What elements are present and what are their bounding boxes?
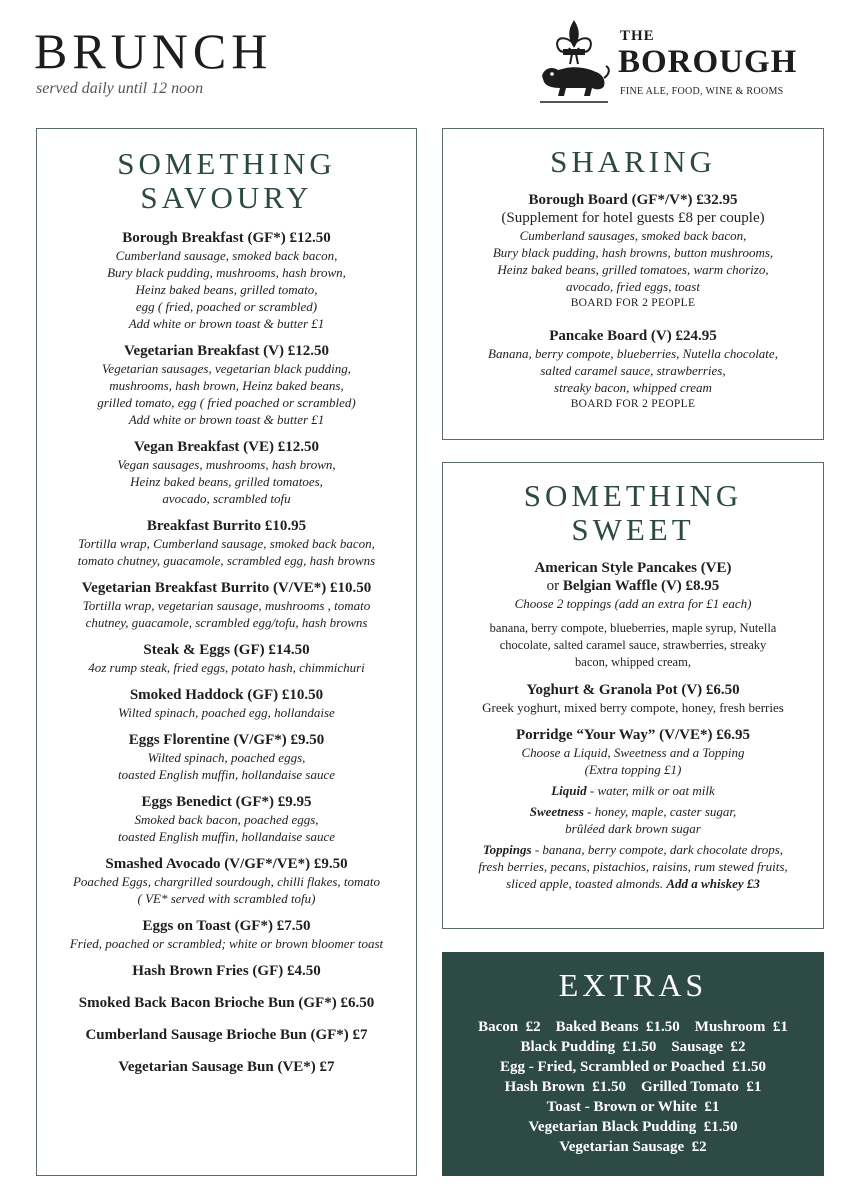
porridge-sweetness (453, 803, 813, 820)
sweet-heading-line1: SOMETHING (523, 478, 743, 513)
logo-name-text: BOROUGH (618, 44, 798, 80)
menu-item-desc: Poached Eggs, chargrilled sourdough, chilli flakes, tomato (72, 874, 381, 890)
menu-item-name: Eggs on Toast (GF*) £7.50 (142, 918, 311, 935)
porridge-toppings-text-1: - banana, berry compote, dark chocolate drops, (531, 842, 784, 858)
borough-board-supplement: (Supplement for hotel guests £8 per couple) (501, 210, 765, 227)
porridge-toppings-text-2: fresh berries, pecans, pistachios, raisins, rum stewed fruits, (478, 859, 788, 875)
porridge-toppings (453, 841, 813, 858)
savoury-panel (36, 128, 417, 1176)
porridge-item (453, 726, 813, 892)
sweet-heading (453, 479, 813, 547)
menu-item (47, 342, 406, 428)
extras-line: Egg - Fried, Scrambled or Poached £1.50 (500, 1059, 766, 1076)
logo-the-text: THE (620, 28, 655, 44)
borough-logo (536, 18, 836, 108)
menu-item (47, 579, 406, 631)
menu-item-name: Breakfast Burrito £10.95 (146, 518, 307, 535)
menu-item-desc: Wilted spinach, poached eggs, (147, 750, 306, 766)
menu-item-desc: toasted English muffin, hollandaise sauce (117, 767, 335, 783)
extras-line: Vegetarian Black Pudding £1.50 (528, 1119, 738, 1136)
menu-item-name: Eggs Benedict (GF*) £9.95 (141, 794, 312, 811)
porridge-desc-1: Choose a Liquid, Sweetness and a Topping (521, 745, 745, 761)
pancakes-item (453, 559, 813, 671)
extras-heading: EXTRAS (558, 967, 708, 1003)
menu-item (47, 1058, 406, 1076)
menu-item (47, 1026, 406, 1044)
menu-item-desc: tomato chutney, guacamole, scrambled egg, hash browns (77, 553, 376, 569)
menu-item-desc: Heinz baked beans, grilled tomatoes, (130, 474, 323, 490)
pancakes-name: American Style Pancakes (VE) (534, 560, 732, 577)
extras-line: Black Pudding £1.50 Sausage £2 (520, 1039, 746, 1056)
borough-board-item (453, 191, 813, 311)
menu-item-desc: Wilted spinach, poached egg, hollandaise (118, 705, 335, 721)
savoury-heading (47, 147, 406, 215)
menu-item-name: Borough Breakfast (GF*) £12.50 (122, 230, 331, 247)
page-title: BRUNCH (34, 23, 273, 79)
yoghurt-desc: Greek yoghurt, mixed berry compote, honey, fresh berries (482, 700, 784, 716)
porridge-toppings-label: Toppings (482, 842, 532, 858)
waffle-or: or (546, 578, 563, 595)
pancake-board-item (453, 327, 813, 412)
menu-item-desc: Add white or brown toast & butter £1 (128, 412, 325, 428)
pancake-board-desc-1: Banana, berry compote, blueberries, Nutella chocolate, (488, 346, 778, 362)
extras-line: Bacon £2 Baked Beans £1.50 Mushroom £1 (478, 1019, 788, 1036)
borough-board-desc-2: Bury black pudding, hash browns, button mushrooms, (492, 245, 774, 261)
extras-line: Vegetarian Sausage £2 (559, 1139, 707, 1156)
menu-item-name: Vegan Breakfast (VE) £12.50 (133, 439, 319, 456)
borough-board-note: BOARD FOR 2 PEOPLE (570, 297, 696, 310)
porridge-sweetness-label: Sweetness (529, 804, 584, 820)
extras-list (448, 1017, 818, 1157)
menu-item-desc: grilled tomato, egg ( fried poached or scrambled) (97, 395, 356, 411)
menu-item-desc: avocado, scrambled tofu (162, 491, 291, 507)
savoury-item-list (47, 229, 406, 1076)
sharing-panel (442, 128, 824, 440)
menu-item-desc: Vegetarian sausages, vegetarian black pudding, (101, 361, 352, 377)
sweet-heading-line2: SWEET (571, 512, 695, 548)
porridge-toppings-text-3: sliced apple, toasted almonds. (506, 876, 667, 892)
waffle-name: Belgian Waffle (V) £8.95 (562, 578, 720, 595)
menu-item-desc: Tortilla wrap, vegetarian sausage, mushrooms , tomato (82, 598, 371, 614)
borough-board-name: Borough Board (GF*/V*) £32.95 (528, 192, 738, 209)
menu-item-name: Vegetarian Sausage Bun (VE*) £7 (118, 1059, 335, 1076)
menu-item (47, 994, 406, 1012)
menu-item-desc: 4oz rump steak, fried eggs, potato hash, chimmichuri (88, 660, 365, 676)
pancake-board-name: Pancake Board (V) £24.95 (549, 328, 717, 345)
menu-item (47, 731, 406, 783)
pancakes-toppings-1: banana, berry compote, blueberries, maple syrup, Nutella (489, 621, 777, 636)
yoghurt-item (453, 681, 813, 716)
waffle-line (453, 577, 813, 595)
porridge-liquid (453, 782, 813, 799)
porridge-liquid-text: - water, milk or oat milk (586, 783, 715, 799)
extras-line: Hash Brown £1.50 Grilled Tomato £1 (504, 1079, 762, 1096)
menu-item-name: Hash Brown Fries (GF) £4.50 (132, 963, 321, 980)
porridge-liquid-label: Liquid (551, 783, 587, 799)
menu-item-desc: ( VE* served with scrambled tofu) (137, 891, 316, 907)
menu-item-desc: Fried, poached or scrambled; white or brown bloomer toast (69, 936, 384, 952)
menu-item (47, 962, 406, 980)
menu-item (47, 229, 406, 332)
menu-item-desc: Vegan sausages, mushrooms, hash brown, (117, 457, 336, 473)
menu-item-desc: egg ( fried, poached or scrambled) (135, 299, 318, 315)
menu-item-name: Smoked Back Bacon Brioche Bun (GF*) £6.50 (78, 995, 375, 1012)
pancake-board-desc-2: salted caramel sauce, strawberries, (540, 363, 726, 379)
menu-item (47, 917, 406, 952)
menu-item (47, 855, 406, 907)
menu-item (47, 793, 406, 845)
porridge-toppings-line-3 (453, 875, 813, 892)
menu-item (47, 438, 406, 507)
extras-panel (442, 952, 824, 1176)
savoury-heading-line2: SAVOURY (140, 180, 313, 216)
pancakes-toppings-3: bacon, whipped cream, (575, 655, 691, 670)
menu-item-desc: Bury black pudding, mushrooms, hash brown, (107, 265, 346, 281)
menu-item-desc: mushrooms, hash brown, Heinz baked beans, (109, 378, 344, 394)
pancakes-choose: Choose 2 toppings (add an extra for £1 each) (514, 596, 752, 612)
pancakes-toppings-2: chocolate, salted caramel sauce, strawberries, streaky (499, 638, 767, 653)
sweet-panel (442, 462, 824, 929)
menu-item-name: Smashed Avocado (V/GF*/VE*) £9.50 (105, 856, 348, 873)
menu-item-desc: Smoked back bacon, poached eggs, (134, 812, 319, 828)
fleur-de-lis-lion-crest-icon (536, 18, 612, 106)
menu-item (47, 686, 406, 721)
borough-board-desc-3: Heinz baked beans, grilled tomatoes, warm chorizo, (497, 262, 769, 278)
menu-item-desc: Cumberland sausage, smoked back bacon, (115, 248, 338, 264)
menu-item-name: Steak & Eggs (GF) £14.50 (143, 642, 310, 659)
menu-item-name: Smoked Haddock (GF) £10.50 (129, 687, 324, 704)
porridge-name: Porridge “Your Way” (V/VE*) £6.95 (515, 727, 751, 744)
menu-item (47, 641, 406, 676)
menu-item-desc: chutney, guacamole, scrambled egg/tofu, hash browns (85, 615, 368, 631)
sharing-heading: SHARING (550, 144, 716, 179)
porridge-whiskey: Add a whiskey £3 (666, 876, 760, 892)
menu-item-desc: Heinz baked beans, grilled tomato, (135, 282, 318, 298)
savoury-heading-line1: SOMETHING (117, 146, 336, 181)
yoghurt-name: Yoghurt & Granola Pot (V) £6.50 (526, 682, 740, 699)
porridge-sweetness-text-1: - honey, maple, caster sugar, (583, 804, 737, 820)
extras-line: Toast - Brown or White £1 (546, 1099, 720, 1116)
menu-item-name: Eggs Florentine (V/GF*) £9.50 (128, 732, 325, 749)
menu-item-name: Vegetarian Breakfast Burrito (V/VE*) £10.50 (81, 580, 372, 597)
menu-item-desc: Tortilla wrap, Cumberland sausage, smoked back bacon, (78, 536, 375, 552)
page-subtitle: served daily until 12 noon (36, 80, 204, 97)
menu-item-desc: Add white or brown toast & butter £1 (128, 316, 325, 332)
menu-item-name: Cumberland Sausage Brioche Bun (GF*) £7 (85, 1027, 368, 1044)
menu-item (47, 517, 406, 569)
porridge-desc-2: (Extra topping £1) (584, 762, 682, 778)
menu-item-name: Vegetarian Breakfast (V) £12.50 (124, 343, 329, 360)
menu-item-desc: toasted English muffin, hollandaise sauce (117, 829, 335, 845)
porridge-sweetness-text-2: brûléed dark brown sugar (565, 821, 701, 837)
borough-board-desc-1: Cumberland sausages, smoked back bacon, (519, 228, 747, 244)
logo-tagline: FINE ALE, FOOD, WINE & ROOMS (620, 86, 784, 97)
pancake-board-note: BOARD FOR 2 PEOPLE (570, 398, 696, 411)
borough-board-desc-4: avocado, fried eggs, toast (566, 279, 700, 295)
pancake-board-desc-3: streaky bacon, whipped cream (554, 380, 712, 396)
